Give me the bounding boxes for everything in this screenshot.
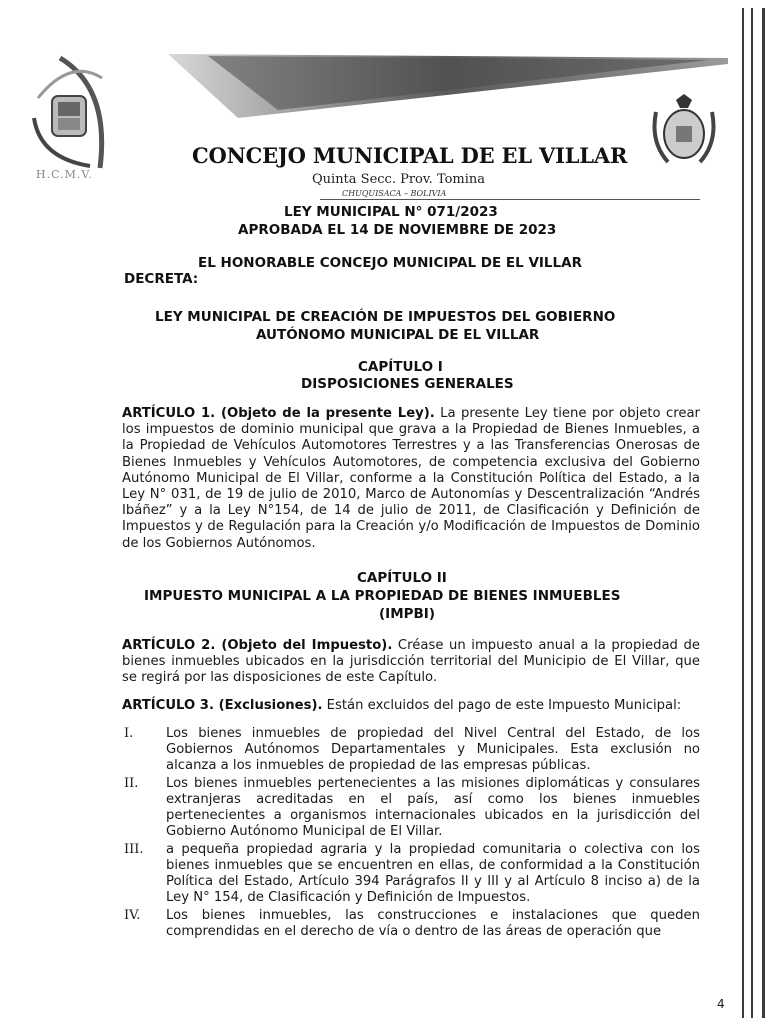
law-approval-date: APROBADA EL 14 DE NOVIEMBRE DE 2023 xyxy=(238,222,557,238)
list-item-number: IV. xyxy=(124,908,141,923)
law-number: LEY MUNICIPAL N° 071/2023 xyxy=(284,204,498,220)
law-name-line1: LEY MUNICIPAL DE CREACIÓN DE IMPUESTOS DEL GOBIERNO xyxy=(155,309,616,325)
article-2-heading: ARTÍCULO 2. (Objeto del Impuesto). xyxy=(122,638,393,653)
exclusions-list xyxy=(124,726,700,942)
article-2 xyxy=(122,638,700,687)
list-item-text: Los bienes inmuebles, las construcciones e instalaciones que queden comprendidas en el derecho de vía o dentro de las áreas de operación que xyxy=(166,908,700,939)
list-item-number: III. xyxy=(124,842,144,857)
list-item-number: I. xyxy=(124,726,134,741)
article-2-text: Créase un impuesto anual a la propiedad de bienes inmuebles ubicados en la jurisdicción territorial del Municipio de El Villar, que se regirá por las disposiciones de este Capítulo. xyxy=(122,638,700,686)
council-subtitle: Quinta Secc. Prov. Tomina xyxy=(312,172,486,187)
article-1-heading: ARTÍCULO 1. (Objeto de la presente Ley). xyxy=(122,406,435,421)
list-item xyxy=(124,908,700,940)
list-item-text: a pequeña propiedad agraria y la propiedad comunitaria o colectiva con los bienes inmuebles que se encuentren en ellas, de conformidad a la Constitución Política del Estado, Artículo 394 Parágrafos II y III y al Artículo 8 inciso a) de la Ley N° 154, de Clasificación y Definición de Impuestos. xyxy=(166,842,700,905)
chapter-2-label: CAPÍTULO II xyxy=(357,570,447,586)
law-name-line2: AUTÓNOMO MUNICIPAL DE EL VILLAR xyxy=(256,327,540,343)
list-item xyxy=(124,842,700,906)
article-1 xyxy=(122,406,700,552)
header-banner-graphic xyxy=(168,50,728,122)
page-number: 4 xyxy=(717,997,725,1011)
council-title: CONCEJO MUNICIPAL DE EL VILLAR xyxy=(192,143,628,168)
list-item xyxy=(124,776,700,840)
list-item-text: Los bienes inmuebles de propiedad del Nivel Central del Estado, de los Gobiernos Autónomos Departamentales y Municipales. Esta exclusión no alcanza a los inmuebles de propiedad de las empresas públicas. xyxy=(166,726,700,773)
scan-edge-line xyxy=(742,8,744,1018)
scan-edge-line xyxy=(751,8,753,1018)
bolivia-coat-of-arms-icon xyxy=(646,92,722,166)
scan-edge-line xyxy=(762,8,765,1018)
decreta-heading: DECRETA: xyxy=(124,271,199,287)
article-3-text: Están excluidos del pago de este Impuesto Municipal: xyxy=(322,698,682,713)
article-3-heading: ARTÍCULO 3. (Exclusiones). xyxy=(122,698,323,713)
municipal-logo xyxy=(30,48,120,178)
header-divider xyxy=(320,199,700,200)
chapter-2-title: IMPUESTO MUNICIPAL A LA PROPIEDAD DE BIENES INMUEBLES xyxy=(144,588,621,604)
list-item-number: II. xyxy=(124,776,139,791)
list-item-text: Los bienes inmuebles pertenecientes a las misiones diplomáticas y consulares extranjeras acreditadas en el país, así como los bienes inmuebles pertenecientes a organismos internacionales ubicados en la jurisdicción del Gobierno Autónomo Municipal de El Villar. xyxy=(166,776,700,839)
council-heading: EL HONORABLE CONCEJO MUNICIPAL DE EL VILLAR xyxy=(198,255,582,271)
chapter-1-label: CAPÍTULO I xyxy=(358,359,443,375)
article-1-text: La presente Ley tiene por objeto crear los impuestos de dominio municipal que grava a la Propiedad de Bienes Inmuebles, a la Propiedad de Vehículos Automotores Terrestres y a las Transferencias Onerosas de Bienes Inmuebles y Vehículos Automotores, de competencia exclusiva del Gobierno Autónomo Municipal de El Villar, conforme a la Constitución Política del Estado, a la Ley N° 031, de 19 de julio de 2010, Marco de Autonomías y Descentralización “Andrés Ibáñez” y a la Ley N°154, de 14 de julio de 2011, de Clasificación y Definición de Impuestos y de Regulación para la Creación y/o Modificación de Impuestos de Dominio de los Gobiernos Autónomos. xyxy=(122,406,700,551)
chapter-1-title: DISPOSICIONES GENERALES xyxy=(301,376,514,392)
council-initials: H.C.M.V. xyxy=(36,168,93,181)
article-3 xyxy=(122,698,700,714)
chapter-2-abbr: (IMPBI) xyxy=(379,606,436,622)
list-item xyxy=(124,726,700,774)
council-location: CHUQUISACA – BOLIVIA xyxy=(342,189,447,198)
